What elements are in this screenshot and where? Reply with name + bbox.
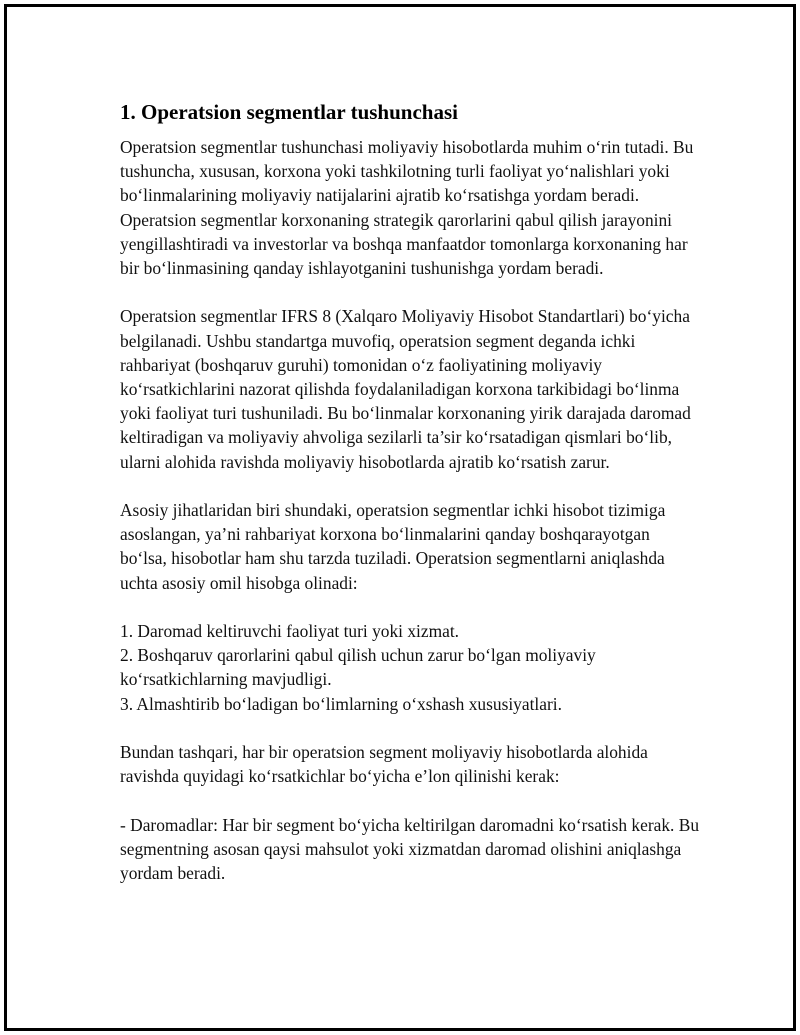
paragraph-aspects: Asosiy jihatlaridan biri shundaki, operatsion segmentlar ichki hisobot tizimiga asoslangan, ya’ni rahbariyat korxona bo‘linmalarini qanday boshqarayotgan bo‘lsa, hisobotlar ham shu tarzda tuziladi. Operatsion segmentlarni aniqlashda uchta asosiy omil hisobga olinadi: bbox=[120, 500, 666, 593]
list-item: 1. Daromad keltiruvchi faoliyat turi yoki xizmat. bbox=[120, 621, 460, 642]
list-item: 2. Boshqaruv qarorlarini qabul qilish uchun zarur bo‘lgan moliyaviy ko‘rsatkichlarning mavjudligi. bbox=[120, 645, 596, 690]
factor-list bbox=[120, 619, 700, 716]
paragraph-disclosure: Bundan tashqari, har bir operatsion segment moliyaviy hisobotlarda alohida ravishda quyidagi ko‘rsatkichlar bo‘yicha e’lon qilinishi kerak: bbox=[120, 742, 648, 787]
page-frame bbox=[4, 4, 796, 1031]
document-body bbox=[120, 99, 700, 909]
paragraph-ifrs: Operatsion segmentlar IFRS 8 (Xalqaro Moliyaviy Hisobot Standartlari) bo‘yicha belgilanadi. Ushbu standartga muvofiq, operatsion segment deganda ichki rahbariyat (boshqaruv guruhi) tomonidan o‘z faoliyatining moliyaviy ko‘rsatkichlarini nazorat qilishda foydalaniladigan korxona tarkibidagi bo‘linma yoki faoliyat turi tushuniladi. Bu bo‘linmalar korxonaning yirik darajada daromad keltiradigan va moliyaviy ahvoliga sezilarli ta’sir ko‘rsatadigan qismlari bo‘lib, ularni alohida ravishda moliyaviy hisobotlarda ajratib ko‘rsatish zarur. bbox=[120, 306, 691, 472]
section-heading: 1. Operatsion segmentlar tushunchasi bbox=[120, 100, 458, 124]
paragraph-revenue: - Daromadlar: Har bir segment bo‘yicha keltirilgan daromadni ko‘rsatish kerak. Bu segmentning asosan qaysi mahsulot yoki xizmatdan daromad olishini aniqlashga yordam beradi. bbox=[120, 814, 700, 884]
paragraph-intro: Operatsion segmentlar tushunchasi moliyaviy hisobotlarda muhim o‘rin tutadi. Bu tushuncha, xususan, korxona yoki tashkilotning turli faoliyat yo‘nalishlari yoki bo‘linmalarining moliyaviy natijalarini ajratib ko‘rsatishga yordam beradi. Operatsion segmentlar korxonaning strategik qarorlarini qabul qilish jarayonini yengillashtiradi va investorlar va boshqa manfaatdor tomonlarga korxonaning har bir bo‘linmasining qanday ishlayotganini tushunishga yordam beradi. bbox=[120, 137, 694, 279]
list-item: 3. Almashtirib bo‘ladigan bo‘limlarning o‘xshash xususiyatlari. bbox=[120, 693, 562, 714]
